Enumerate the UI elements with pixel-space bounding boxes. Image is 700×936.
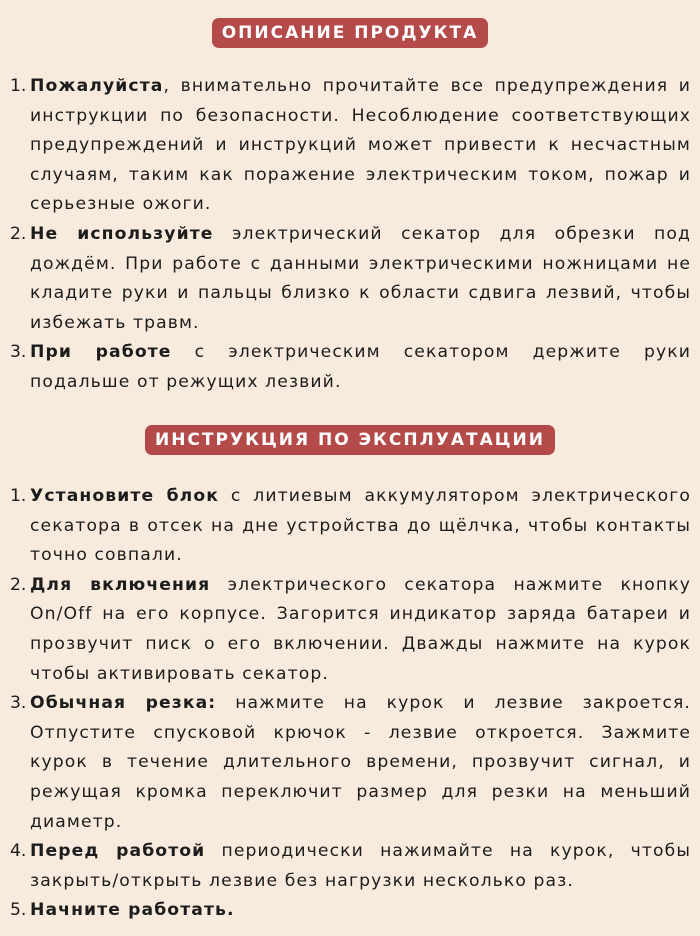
list-item-bold-lead: Обычная резка: [30,693,217,714]
list-item-number: 5. [10,900,27,921]
list-item-bold-lead: Начните работать. [30,900,235,921]
list-item [10,482,691,571]
list-item [10,837,691,896]
list-item [10,571,691,689]
product-description-list [10,72,691,398]
list-item-bold-lead: Установите блок [30,486,220,506]
list-item-text: периодически нажимайте на курок, чтобы закрыть/открыть лезвие без нагрузки несколько раз. [30,841,691,891]
list-item-text: электрического секатора нажмите кнопку On/Off на его корпусе. Загорится индикатор заряда батареи и прозвучит писк о его включении. Дважды нажмите на курок чтобы активировать секатор. [30,574,691,684]
list-item-number: 4. [10,841,27,862]
list-item-text: с электрическим секатором держите руки подальше от режущих лезвий. [30,342,691,392]
section-title-product-description: ОПИСАНИЕ ПРОДУКТА [212,18,489,48]
product-description-header [0,18,700,48]
operating-instructions-list [10,482,691,926]
list-item-text: , внимательно прочитайте все предупреждения и инструкции по безопасности. Несоблюдение соответствующих предупреждений и инструкций может привести к несчастным случаям, таким как поражение электрическим током, пожар и серьезные ожоги. [30,76,691,215]
list-item-number: 2. [10,223,27,244]
list-item-bold-lead: При работе [30,342,172,363]
list-item [10,220,691,338]
list-item-number: 3. [10,693,27,714]
list-item [10,689,691,837]
list-item-number: 1. [10,486,27,506]
list-item [10,338,691,397]
list-item-bold-lead: Не используйте [30,223,214,244]
list-item-bold-lead: Пожалуйста [30,76,164,96]
list-item-text: нажмите на курок и лезвие закроется. Отпустите спусковой крючок - лезвие откроется. Зажмите курок в течение длительного времени, прозвучит сигнал, и режущая кромка переключит размер для резки на меньший диаметр. [30,693,691,832]
list-item-number: 1. [10,76,27,96]
list-item [10,72,691,220]
list-item [10,896,691,926]
list-item-number: 2. [10,574,27,595]
list-item-bold-lead: Для включения [30,574,211,595]
list-item-text: электрический секатор для обрезки под дождём. При работе с данными электрическими ножницами не кладите руки и пальцы близко к области сдвига лезвий, чтобы избежать травм. [30,223,691,333]
operating-instructions-header [0,425,700,455]
list-item-bold-lead: Перед работой [30,841,206,862]
list-item-number: 3. [10,342,27,363]
list-item-text: с литиевым аккумулятором электрического секатора в отсек на дне устройства до щёлчка, чтобы контакты точно совпали. [30,486,691,566]
section-title-operating-instructions: ИНСТРУКЦИЯ ПО ЭКСПЛУАТАЦИИ [145,425,555,455]
